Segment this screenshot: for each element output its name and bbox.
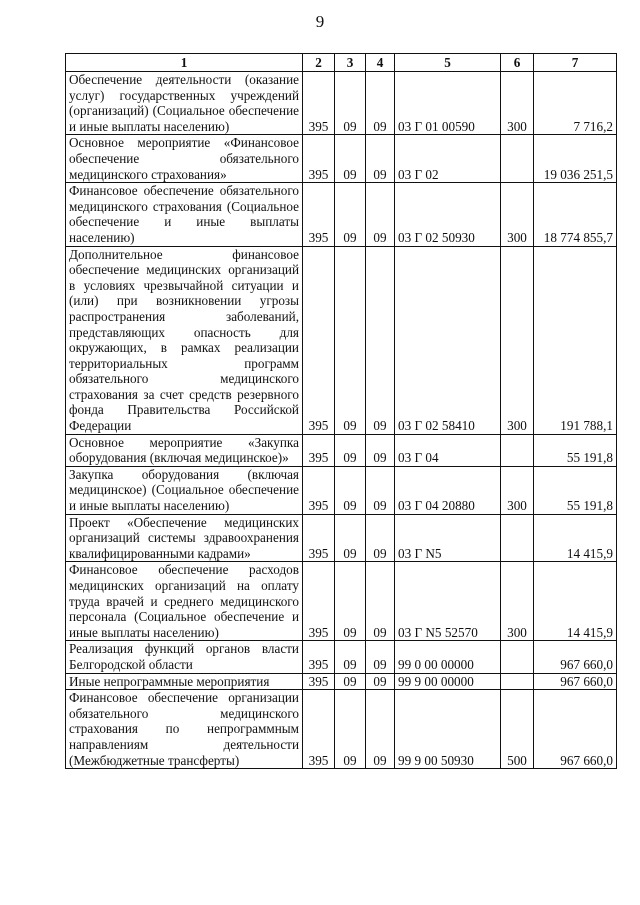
row-target-article: 99 0 00 00000 xyxy=(395,641,501,673)
row-name: Основное мероприятие «Финансовое обеспечение обязательного медицинского страхования» xyxy=(66,135,303,183)
row-name: Обеспечение деятельности (оказание услуг) государственных учреждений (организаций) (Социальное обеспечение и иные выплаты населению) xyxy=(66,72,303,135)
table-row xyxy=(66,690,617,769)
row-section: 09 xyxy=(335,135,366,183)
row-name: Проект «Обеспечение медицинских организаций системы здравоохранения квалифицированными кадрами» xyxy=(66,514,303,562)
row-name: Финансовое обеспечение организации обязательного медицинского страхования по непрограммным направлениям деятельности (Межбюджетные трансферты) xyxy=(66,690,303,769)
row-name: Реализация функций органов власти Белгородской области xyxy=(66,641,303,673)
row-subsection: 09 xyxy=(366,135,395,183)
row-section: 09 xyxy=(335,514,366,562)
row-amount: 55 191,8 xyxy=(534,434,617,466)
row-amount: 191 788,1 xyxy=(534,246,617,434)
row-code-admin: 395 xyxy=(303,434,335,466)
row-subsection: 09 xyxy=(366,562,395,641)
row-subsection: 09 xyxy=(366,690,395,769)
row-target-article: 03 Г 02 50930 xyxy=(395,183,501,246)
row-subsection: 09 xyxy=(366,641,395,673)
row-code-admin: 395 xyxy=(303,183,335,246)
row-expense-type xyxy=(501,434,534,466)
row-name: Иные непрограммные мероприятия xyxy=(66,673,303,690)
row-section: 09 xyxy=(335,562,366,641)
row-code-admin: 395 xyxy=(303,72,335,135)
row-code-admin: 395 xyxy=(303,466,335,514)
row-section: 09 xyxy=(335,183,366,246)
row-section: 09 xyxy=(335,466,366,514)
page-number: 9 xyxy=(315,12,325,31)
column-header: 1 xyxy=(66,54,303,72)
row-expense-type xyxy=(501,641,534,673)
row-target-article: 03 Г 01 00590 xyxy=(395,72,501,135)
table-row xyxy=(66,246,617,434)
table-row xyxy=(66,135,617,183)
column-header: 4 xyxy=(366,54,395,72)
row-subsection: 09 xyxy=(366,466,395,514)
row-expense-type: 300 xyxy=(501,183,534,246)
row-code-admin: 395 xyxy=(303,514,335,562)
row-subsection: 09 xyxy=(366,246,395,434)
row-expense-type: 300 xyxy=(501,72,534,135)
row-code-admin: 395 xyxy=(303,562,335,641)
row-target-article: 99 9 00 00000 xyxy=(395,673,501,690)
row-amount: 14 415,9 xyxy=(534,562,617,641)
row-section: 09 xyxy=(335,246,366,434)
column-header: 2 xyxy=(303,54,335,72)
row-target-article: 03 Г 02 xyxy=(395,135,501,183)
row-expense-type xyxy=(501,514,534,562)
row-expense-type: 300 xyxy=(501,246,534,434)
row-section: 09 xyxy=(335,673,366,690)
row-amount: 967 660,0 xyxy=(534,673,617,690)
row-amount: 7 716,2 xyxy=(534,72,617,135)
row-amount: 14 415,9 xyxy=(534,514,617,562)
row-expense-type: 500 xyxy=(501,690,534,769)
table-row xyxy=(66,434,617,466)
table-row xyxy=(66,466,617,514)
row-name: Финансовое обеспечение расходов медицинских организаций на оплату труда врачей и среднего медицинского персонала (Социальное обеспечение и иные выплаты населению) xyxy=(66,562,303,641)
row-code-admin: 395 xyxy=(303,673,335,690)
row-target-article: 99 9 00 50930 xyxy=(395,690,501,769)
row-name: Закупка оборудования (включая медицинское) (Социальное обеспечение и иные выплаты населению) xyxy=(66,466,303,514)
row-target-article: 03 Г 04 20880 xyxy=(395,466,501,514)
table-row xyxy=(66,514,617,562)
row-target-article: 03 Г 04 xyxy=(395,434,501,466)
row-subsection: 09 xyxy=(366,673,395,690)
row-target-article: 03 Г 02 58410 xyxy=(395,246,501,434)
table-row xyxy=(66,673,617,690)
row-amount: 19 036 251,5 xyxy=(534,135,617,183)
column-header: 5 xyxy=(395,54,501,72)
table-row xyxy=(66,72,617,135)
row-code-admin: 395 xyxy=(303,135,335,183)
row-subsection: 09 xyxy=(366,72,395,135)
row-expense-type xyxy=(501,135,534,183)
row-name: Основное мероприятие «Закупка оборудования (включая медицинское)» xyxy=(66,434,303,466)
row-section: 09 xyxy=(335,434,366,466)
table-row xyxy=(66,641,617,673)
row-name: Дополнительное финансовое обеспечение медицинских организаций в условиях чрезвычайной ситуации и (или) при возникновении угрозы распространения заболеваний, представляющих опасность для окружающих, в рамках реализации территориальных программ обязательного медицинского страхования за счет средств резервного фонда Правительства Российской Федерации xyxy=(66,246,303,434)
row-target-article: 03 Г N5 52570 xyxy=(395,562,501,641)
column-header: 6 xyxy=(501,54,534,72)
row-amount: 967 660,0 xyxy=(534,641,617,673)
row-section: 09 xyxy=(335,72,366,135)
row-amount: 967 660,0 xyxy=(534,690,617,769)
table-row xyxy=(66,562,617,641)
budget-table xyxy=(65,53,617,769)
row-section: 09 xyxy=(335,690,366,769)
row-target-article: 03 Г N5 xyxy=(395,514,501,562)
row-expense-type: 300 xyxy=(501,466,534,514)
row-amount: 55 191,8 xyxy=(534,466,617,514)
table-row xyxy=(66,183,617,246)
column-header: 3 xyxy=(335,54,366,72)
table-header-row xyxy=(66,54,617,72)
row-amount: 18 774 855,7 xyxy=(534,183,617,246)
column-header: 7 xyxy=(534,54,617,72)
row-subsection: 09 xyxy=(366,514,395,562)
row-expense-type: 300 xyxy=(501,562,534,641)
row-expense-type xyxy=(501,673,534,690)
row-subsection: 09 xyxy=(366,434,395,466)
row-code-admin: 395 xyxy=(303,690,335,769)
row-code-admin: 395 xyxy=(303,246,335,434)
row-code-admin: 395 xyxy=(303,641,335,673)
row-section: 09 xyxy=(335,641,366,673)
row-name: Финансовое обеспечение обязательного медицинского страхования (Социальное обеспечение и иные выплаты населению) xyxy=(66,183,303,246)
row-subsection: 09 xyxy=(366,183,395,246)
